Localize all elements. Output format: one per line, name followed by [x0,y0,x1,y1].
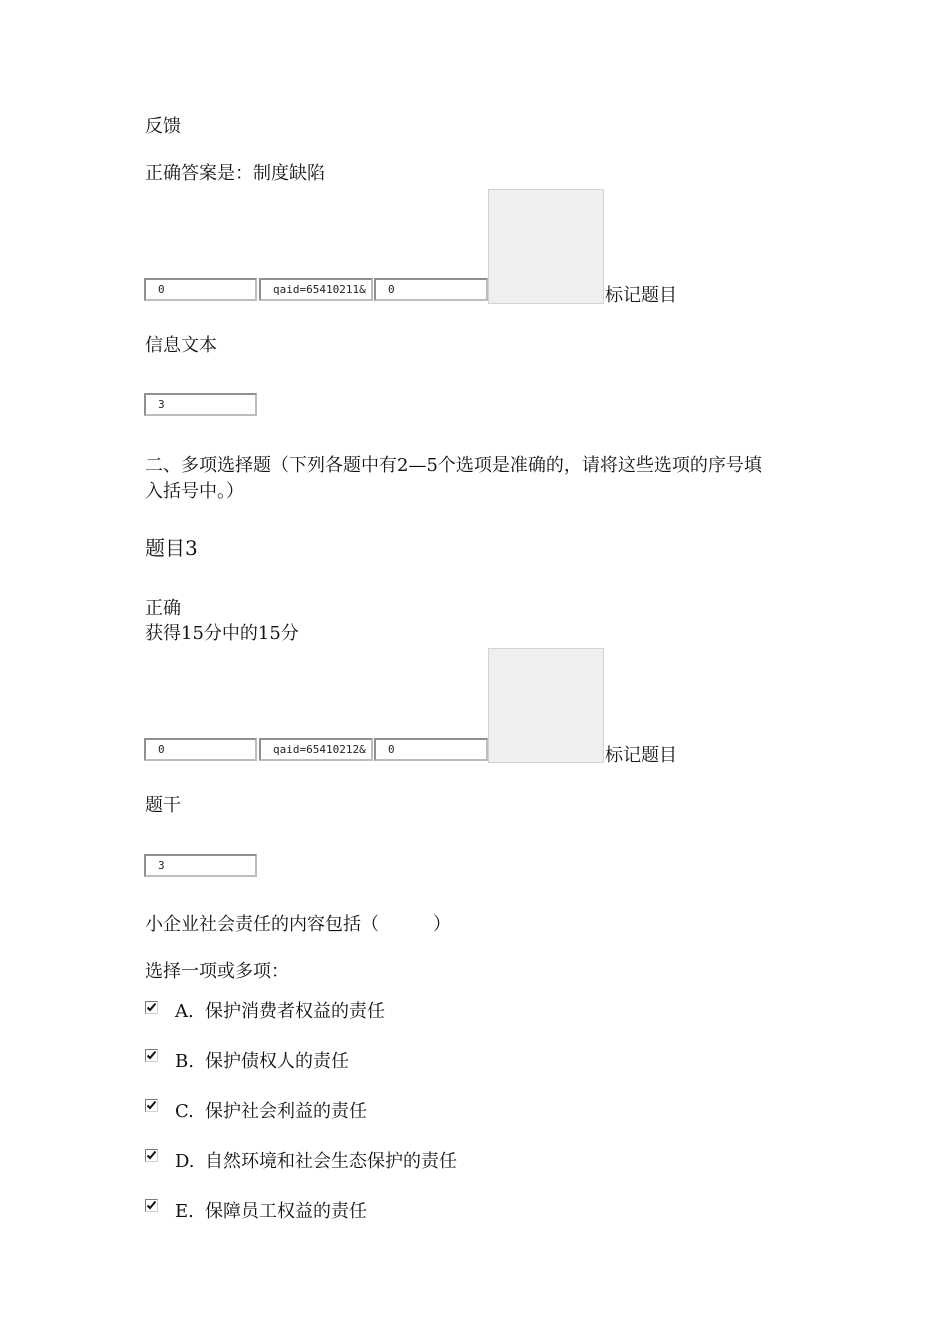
checkmark-icon [146,1100,157,1111]
option-b[interactable] [175,1051,349,1073]
option-e[interactable] [175,1201,367,1223]
flag-question-label[interactable]: 标记题目 [605,745,677,766]
checkmark-icon [146,1002,157,1013]
option-a-checkbox[interactable] [145,1001,158,1014]
correct-answer-text: 正确答案是：制度缺陷 [145,163,325,184]
option-b-checkbox[interactable] [145,1049,158,1062]
question-status: 正确 [145,598,181,619]
option-d-checkbox[interactable] [145,1149,158,1162]
info-text-heading: 信息文本 [145,335,217,356]
checkmark-icon [146,1050,157,1061]
checkmark-icon [146,1150,157,1161]
flag-image[interactable] [488,189,604,304]
field-qaid[interactable]: qaid=65410211& [259,278,373,301]
question-text: 小企业社会责任的内容包括（ ） [145,914,451,935]
option-letter: A. [175,1001,194,1022]
option-c-checkbox[interactable] [145,1099,158,1112]
field-flagged[interactable]: 0 [374,738,488,761]
field-qaid[interactable]: qaid=65410212& [259,738,373,761]
answer-instruction: 选择一项或多项： [145,961,289,982]
option-text: 自然环境和社会生态保护的责任 [205,1151,457,1172]
option-e-checkbox[interactable] [145,1199,158,1212]
option-text: 保护社会利益的责任 [205,1101,367,1122]
option-letter: C. [175,1101,194,1122]
stem-field[interactable]: 3 [144,854,257,877]
flag-question-label[interactable]: 标记题目 [605,285,677,306]
section-title: 二、多项选择题（下列各题中有2—5个选项是准确的，请将这些选项的序号填 [145,455,762,476]
field-sequence[interactable]: 0 [144,738,257,761]
stem-label: 题干 [145,795,181,816]
field-sequence[interactable]: 0 [144,278,257,301]
option-text: 保护债权人的责任 [205,1051,349,1072]
feedback-heading: 反馈 [145,116,181,137]
flag-image[interactable] [488,648,604,763]
info-field[interactable]: 3 [144,393,257,416]
option-a[interactable] [175,1001,385,1023]
option-d[interactable] [175,1151,457,1173]
option-c[interactable] [175,1101,367,1123]
checkmark-icon [146,1200,157,1211]
option-letter: D. [175,1151,195,1172]
section-title-cont: 入括号中。） [145,481,244,502]
question-score: 获得15分中的15分 [145,623,299,644]
question-title: 题目3 [145,536,198,560]
option-letter: B. [175,1051,194,1072]
option-letter: E. [175,1201,194,1222]
field-flagged[interactable]: 0 [374,278,488,301]
option-text: 保护消费者权益的责任 [205,1001,385,1022]
option-text: 保障员工权益的责任 [205,1201,367,1222]
